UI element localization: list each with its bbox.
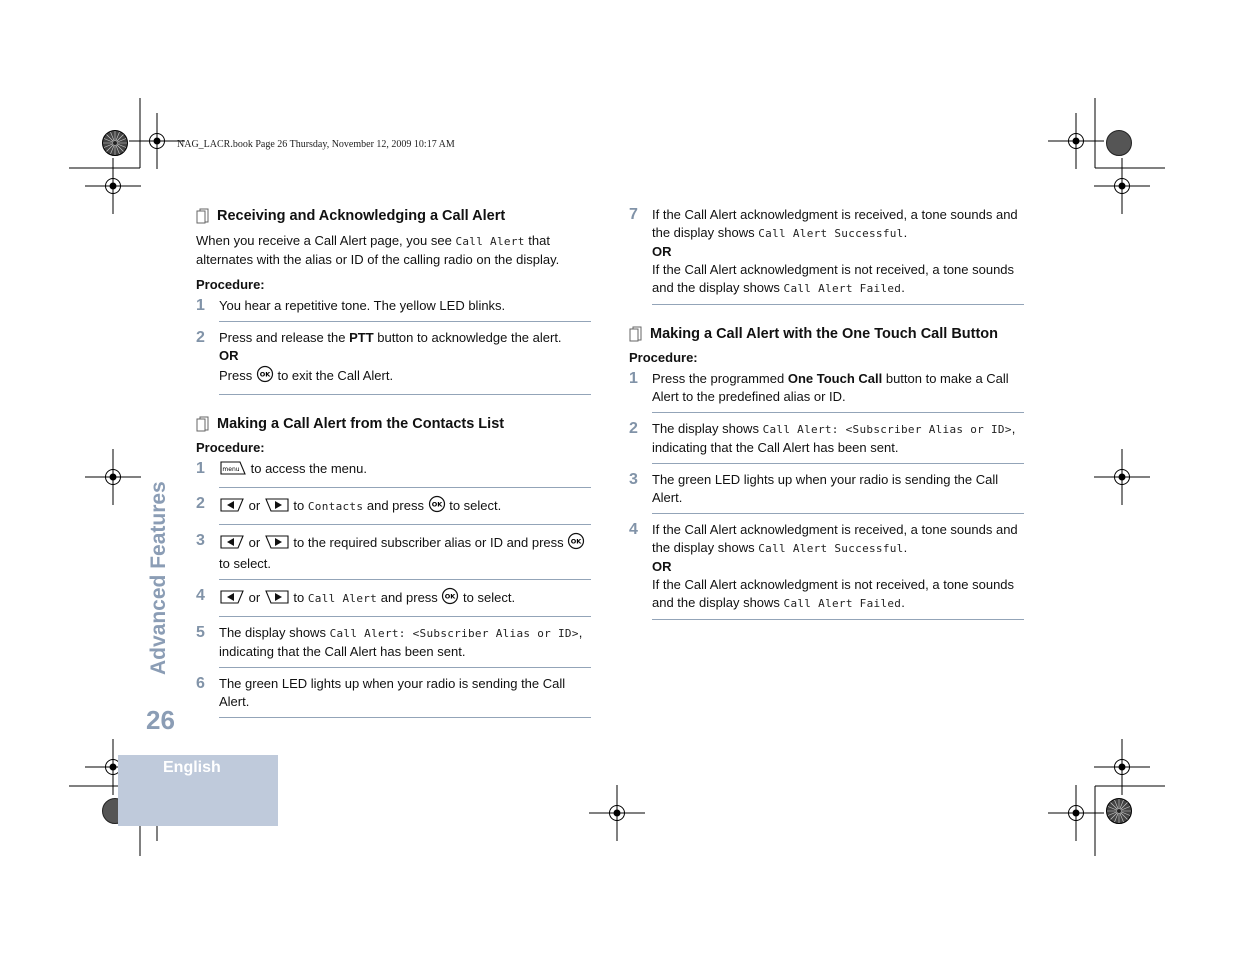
procedure-label: Procedure: [196, 440, 265, 455]
right-arrow-key-icon [264, 534, 290, 555]
left-column [196, 208, 591, 725]
right-arrow-key-icon [264, 497, 290, 518]
list-item [196, 495, 591, 525]
step-text: The green LED lights up when your radio is sending the Call Alert. [652, 471, 1024, 514]
book-slug: NAG_LACR.book Page 26 Thursday, November 12, 2009 10:17 AM [177, 139, 455, 150]
list-item [629, 370, 1024, 413]
step-text: You hear a repetitive tone. The yellow LED blinks. [219, 297, 591, 322]
left-arrow-key-icon [219, 589, 245, 610]
book-page-icon [196, 416, 211, 432]
right-arrow-key-icon [264, 589, 290, 610]
step-number: 4 [629, 521, 638, 538]
list-item [196, 675, 591, 718]
svg-text:OK: OK [431, 500, 442, 509]
list-item [196, 587, 591, 617]
left-arrow-key-icon [219, 497, 245, 518]
step-text: If the Call Alert acknowledgment is received, a tone sounds and the display shows Call Alert Successful. OR If the Call Alert acknowledgment is not received, a tone sounds and the display shows Call Alert Failed. [652, 206, 1024, 305]
menu-key-icon [219, 460, 247, 481]
step-number: 5 [196, 624, 205, 641]
list-item [196, 460, 591, 488]
step-text: or to Contacts and press OK to select. [219, 495, 591, 525]
language-label: English [163, 759, 221, 776]
step-text: or to Call Alert and press OK to select. [219, 587, 591, 617]
ok-button-icon [441, 587, 459, 610]
step-number: 3 [629, 471, 638, 488]
book-page-icon [629, 326, 644, 342]
step-text: or to the required subscriber alias or ID and press OK to select. [219, 532, 591, 580]
book-page-icon [196, 208, 211, 224]
section-heading-one-touch: Making a Call Alert with the One Touch Call Button [629, 326, 1024, 342]
step-text: The display shows Call Alert: <Subscriber Alias or ID>, indicating that the Call Alert has been sent. [219, 624, 591, 668]
list-item [629, 471, 1024, 514]
procedure-label: Procedure: [629, 350, 698, 365]
step-number: 6 [196, 675, 205, 692]
step-number: 2 [196, 329, 205, 346]
chapter-side-title: Advanced Features [147, 481, 170, 675]
step-text: If the Call Alert acknowledgment is received, a tone sounds and the display shows Call Alert Successful. OR If the Call Alert acknowledgment is not received, a tone sounds and the display shows Call Alert Failed. [652, 521, 1024, 620]
step-number: 7 [629, 206, 638, 223]
section-heading-receiving: Receiving and Acknowledging a Call Alert [196, 208, 591, 224]
list-item [196, 297, 591, 322]
page-number: 26 [146, 705, 175, 735]
svg-text:OK: OK [259, 370, 271, 379]
ok-button-icon [428, 495, 446, 518]
procedure-label: Procedure: [196, 277, 265, 292]
svg-text:OK: OK [445, 592, 456, 601]
svg-text:OK: OK [570, 537, 582, 546]
list-item [196, 329, 591, 395]
language-tab [118, 755, 278, 826]
step-text: The green LED lights up when your radio is sending the Call Alert. [219, 675, 591, 718]
left-arrow-key-icon [219, 534, 245, 555]
svg-text:menu: menu [222, 466, 240, 473]
step-number: 1 [196, 297, 205, 314]
right-column [629, 206, 1024, 627]
list-item [629, 420, 1024, 464]
list-item [629, 206, 1024, 305]
ok-button-icon [256, 365, 274, 388]
list-item [629, 521, 1024, 620]
step-text: The display shows Call Alert: <Subscriber Alias or ID>, indicating that the Call Alert has been sent. [652, 420, 1024, 464]
step-text: menu to access the menu. [219, 460, 591, 488]
step-number: 3 [196, 532, 205, 549]
step-number: 1 [196, 460, 205, 477]
step-number: 2 [629, 420, 638, 437]
ok-button-icon [567, 532, 585, 555]
step-number: 2 [196, 495, 205, 512]
step-number: 1 [629, 370, 638, 387]
step-number: 4 [196, 587, 205, 604]
step-text: Press and release the PTT button to acknowledge the alert. OR Press OK to exit the Call Alert. [219, 329, 591, 395]
intro-paragraph: When you receive a Call Alert page, you see Call Alert that alternates with the alias or ID of the calling radio on the display. [196, 233, 560, 267]
list-item [196, 624, 591, 668]
list-item [196, 532, 591, 580]
section-heading-contacts: Making a Call Alert from the Contacts List [196, 416, 591, 432]
step-text: Press the programmed One Touch Call button to make a Call Alert to the predefined alias or ID. [652, 370, 1024, 413]
